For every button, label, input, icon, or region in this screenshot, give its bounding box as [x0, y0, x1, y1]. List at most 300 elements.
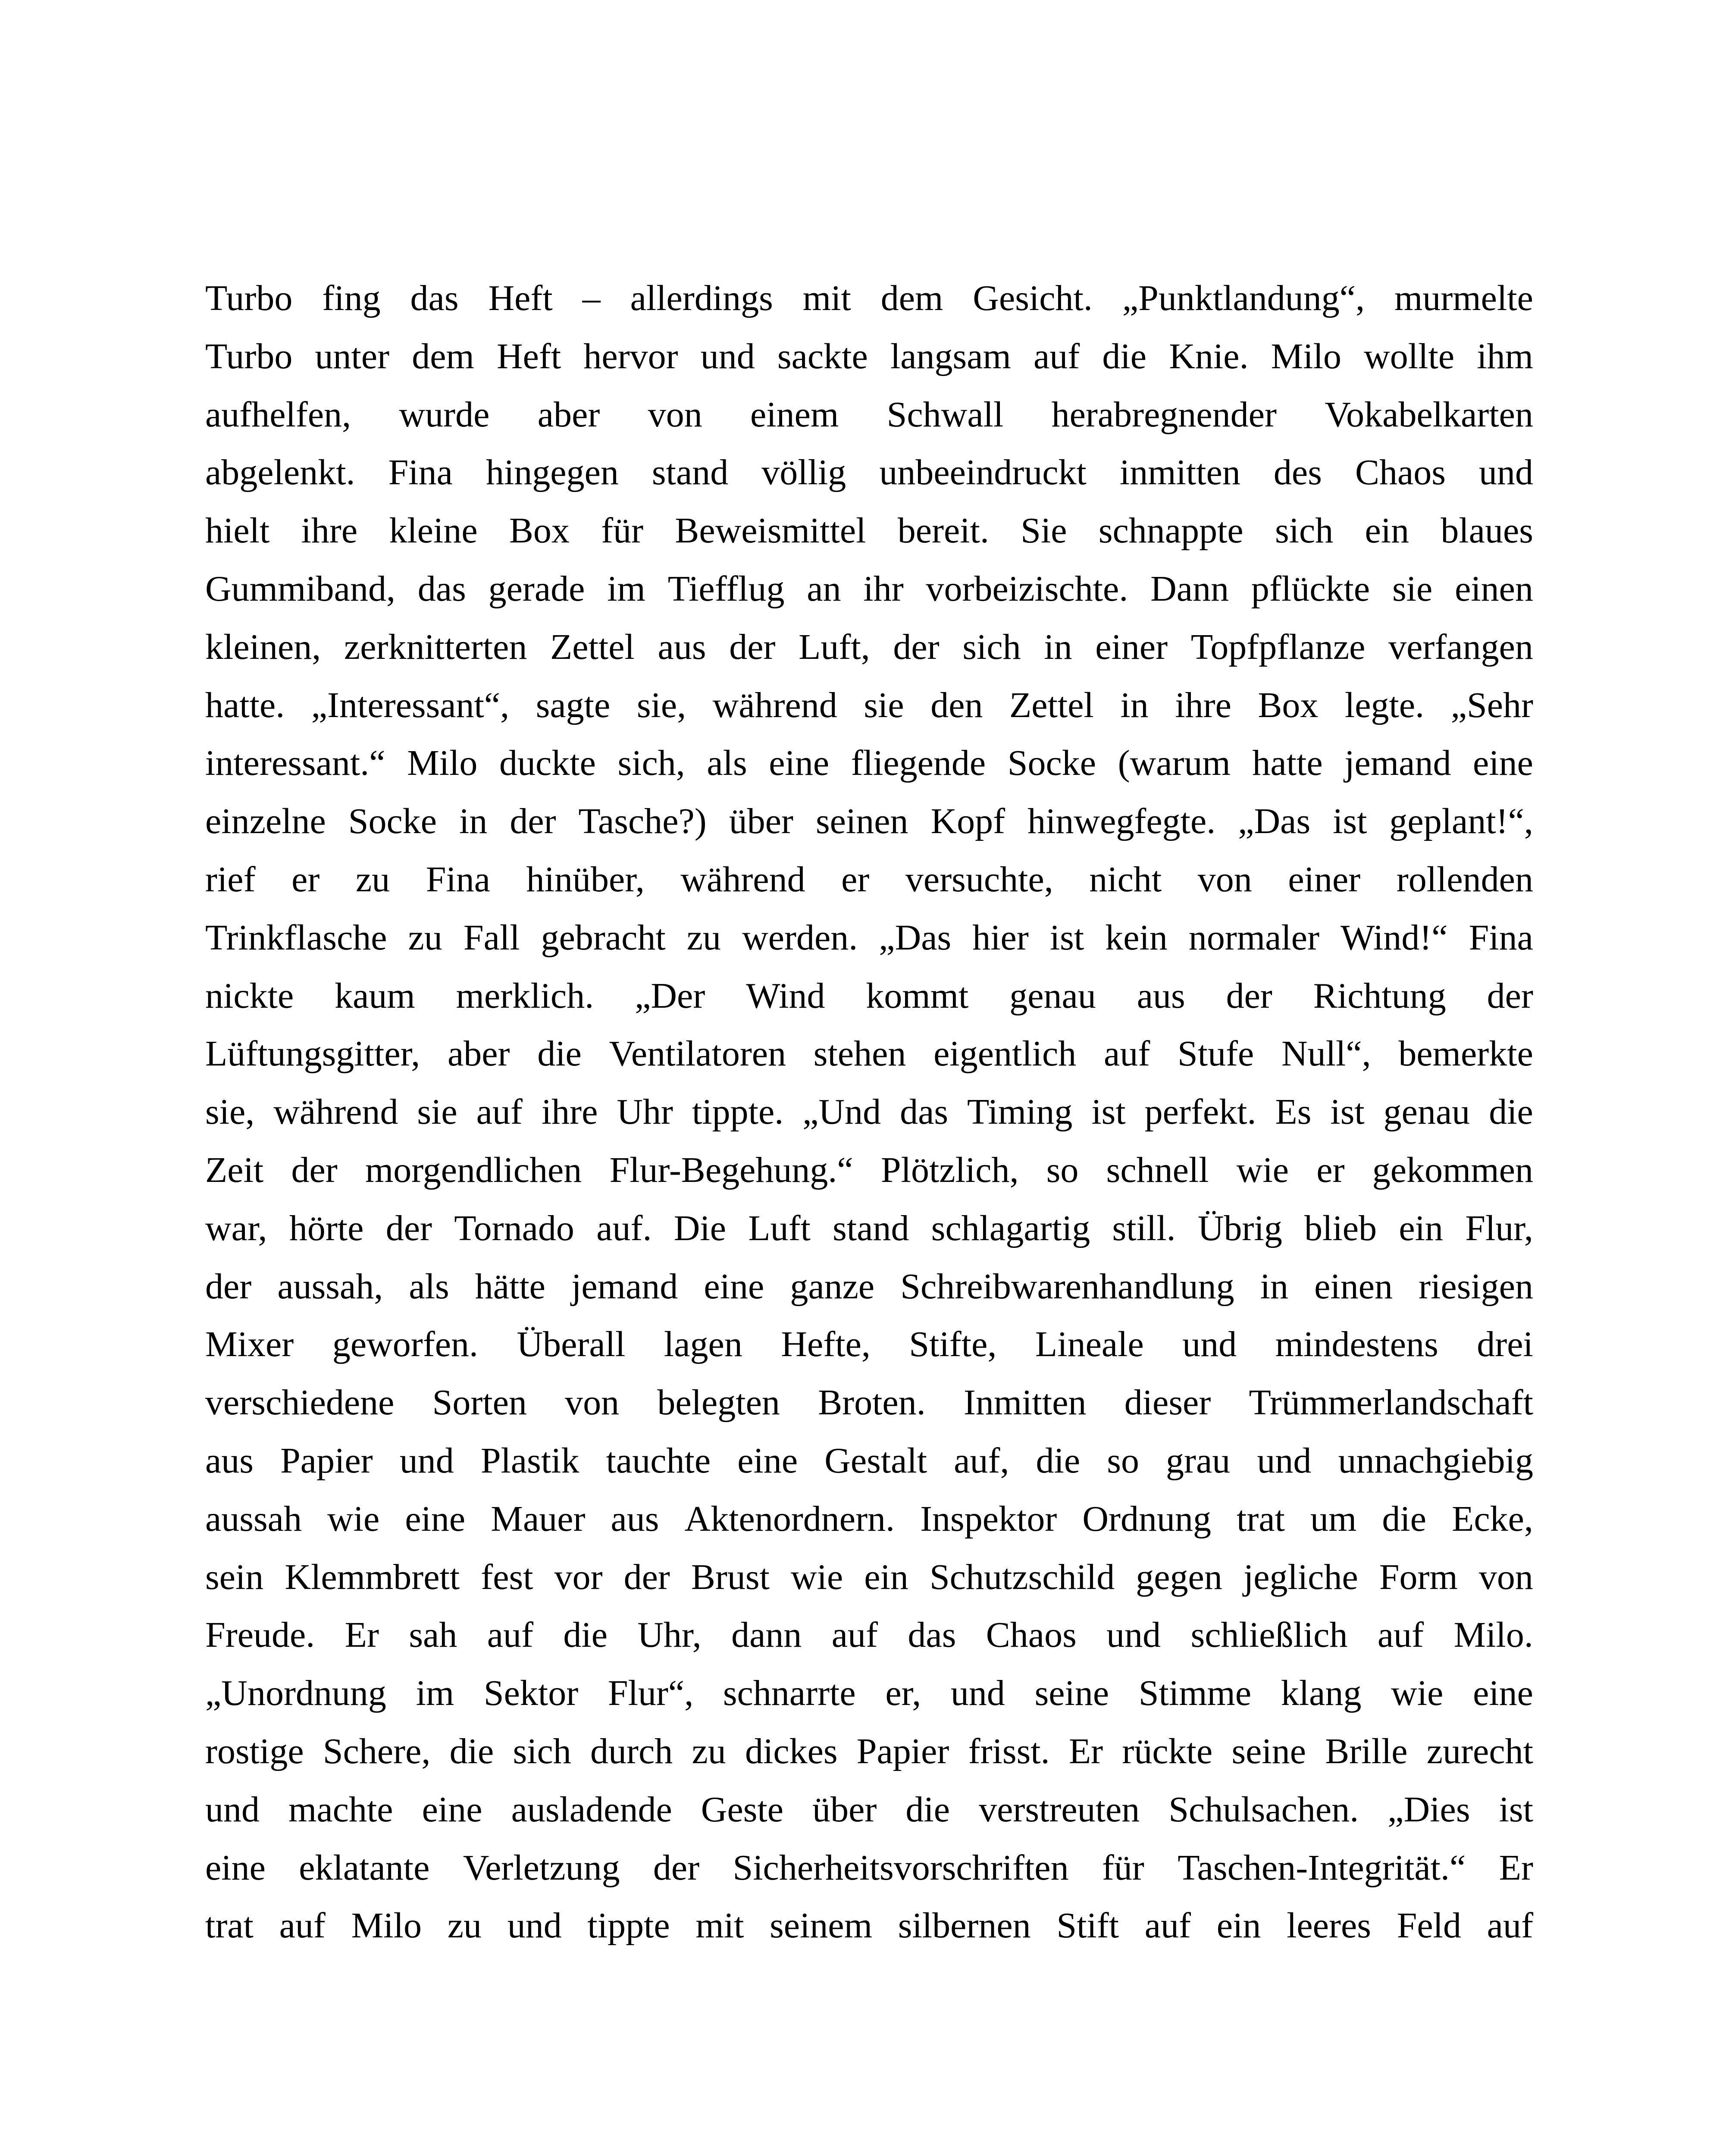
word: „Das	[1238, 801, 1311, 842]
word: Er	[345, 1615, 379, 1655]
word: Geste	[701, 1789, 784, 1830]
word: eine	[769, 743, 830, 783]
word: sah	[409, 1615, 457, 1655]
word: Freude.	[205, 1615, 315, 1655]
word: kleinen,	[205, 627, 321, 667]
word: sackte	[777, 336, 868, 376]
word: sich	[1275, 511, 1334, 551]
word: Milo.	[1453, 1615, 1533, 1655]
word: sich	[962, 627, 1021, 667]
word: sein	[205, 1557, 264, 1597]
word: die	[905, 1789, 950, 1830]
word: eine	[704, 1266, 764, 1307]
text-line	[205, 677, 1533, 735]
word: Stift	[1056, 1905, 1119, 1946]
word: jemand	[571, 1266, 678, 1307]
word: ist	[1330, 1092, 1365, 1132]
word: rückte	[1122, 1731, 1213, 1771]
word: einem	[750, 394, 839, 435]
word: hinüber,	[526, 859, 645, 899]
body-text	[205, 270, 1533, 1955]
word: wurde	[399, 394, 490, 435]
word: von	[1197, 859, 1252, 899]
word: Vokabelkarten	[1325, 394, 1533, 435]
word: ist	[1333, 801, 1367, 842]
word: kaum	[335, 975, 415, 1016]
word: und	[700, 336, 755, 376]
word: während	[712, 685, 837, 725]
text-line	[205, 1897, 1533, 1955]
word: –	[582, 278, 601, 318]
word: auf	[476, 1092, 523, 1132]
word: allerdings	[630, 278, 773, 318]
word: Beweismittel	[675, 511, 866, 551]
word: das	[417, 568, 466, 609]
text-line	[205, 851, 1533, 909]
word: genau	[1009, 975, 1096, 1016]
word: normaler	[1188, 917, 1320, 958]
word: ihre	[301, 511, 358, 551]
word: fing	[322, 278, 381, 318]
word: trat	[1237, 1498, 1285, 1539]
word: Uhr	[617, 1092, 673, 1132]
word: geworfen.	[332, 1324, 478, 1365]
word: Fina	[1469, 917, 1533, 958]
text-line	[205, 328, 1533, 386]
word: Es	[1275, 1092, 1312, 1132]
word: die	[537, 1034, 582, 1074]
word: blaues	[1441, 511, 1533, 551]
word: wie	[790, 1557, 843, 1597]
word: zu	[408, 917, 442, 958]
word: aber	[447, 1034, 510, 1074]
word: eine	[405, 1498, 466, 1539]
word: aus	[658, 627, 706, 667]
word: sie,	[205, 1092, 255, 1132]
text-line	[205, 1141, 1533, 1200]
word: Schere,	[323, 1731, 431, 1771]
word: eklatante	[299, 1847, 430, 1888]
word: Lüftungsgitter,	[205, 1034, 420, 1074]
word: dieser	[1124, 1382, 1211, 1423]
word: wie	[327, 1498, 380, 1539]
word: aber	[537, 394, 600, 435]
word: mindestens	[1275, 1324, 1438, 1365]
word: aussah,	[277, 1266, 383, 1307]
word: Schwall	[886, 394, 1004, 435]
word: Luft,	[799, 627, 870, 667]
word: „Unordnung	[205, 1673, 386, 1714]
word: fliegende	[851, 743, 986, 783]
word: Taschen-Integrität.“	[1178, 1847, 1466, 1888]
word: blieb	[1304, 1208, 1377, 1248]
word: kommt	[866, 975, 969, 1016]
word: Mauer	[491, 1498, 586, 1539]
word: Knie.	[1169, 336, 1249, 376]
word: er,	[885, 1673, 921, 1714]
word: auf	[1377, 1615, 1424, 1655]
word: in	[1120, 685, 1149, 725]
word: das	[908, 1615, 956, 1655]
word: Tornado	[454, 1208, 574, 1248]
word: seine	[1231, 1731, 1306, 1771]
word: Socke	[348, 801, 437, 842]
word: die	[1489, 1092, 1533, 1132]
word: Inspektor	[920, 1498, 1057, 1539]
word: der	[729, 627, 776, 667]
word: aus	[611, 1498, 659, 1539]
word: Dann	[1150, 568, 1229, 609]
word: wie	[1391, 1673, 1444, 1714]
text-line	[205, 1083, 1533, 1141]
word: Milo	[407, 743, 478, 783]
word: die	[563, 1615, 608, 1655]
text-line	[205, 270, 1533, 328]
word: Zettel	[550, 627, 635, 667]
word: „Sehr	[1450, 685, 1533, 725]
word: drei	[1477, 1324, 1533, 1365]
word: Er	[1499, 1847, 1533, 1888]
word: Papier	[856, 1731, 949, 1771]
word: hörte	[289, 1208, 364, 1248]
word: hingegen	[485, 452, 619, 493]
text-line	[205, 1664, 1533, 1723]
word: wollte	[1364, 336, 1455, 376]
word: im	[607, 568, 645, 609]
word: einen	[1455, 568, 1533, 609]
word: die	[1382, 1498, 1427, 1539]
word: Luft	[748, 1208, 811, 1248]
word: während	[680, 859, 805, 899]
word: Die	[673, 1208, 727, 1248]
word: ganze	[790, 1266, 875, 1307]
word: für	[1102, 1847, 1144, 1888]
word: auf	[831, 1615, 878, 1655]
word: im	[416, 1673, 454, 1714]
word: dem	[880, 278, 943, 318]
word: hier	[972, 917, 1029, 958]
word: der	[623, 1557, 670, 1597]
word: Uhr,	[637, 1615, 702, 1655]
word: still.	[1112, 1208, 1176, 1248]
word: und	[950, 1673, 1005, 1714]
word: auf	[1487, 1905, 1533, 1946]
word: Stufe	[1178, 1034, 1254, 1074]
word: eine	[205, 1847, 266, 1888]
word: pflückte	[1251, 568, 1370, 609]
word: Turbo	[205, 336, 293, 376]
word: Sie	[1021, 511, 1067, 551]
word: mit	[695, 1905, 744, 1946]
word: Aktenordnern.	[684, 1498, 895, 1539]
word: und	[1182, 1324, 1237, 1365]
word: werden.	[742, 917, 858, 958]
word: Fall	[463, 917, 520, 958]
word: ist	[1499, 1789, 1533, 1830]
word: Er	[1068, 1731, 1103, 1771]
word: Papier	[280, 1440, 373, 1481]
word: aussah	[205, 1498, 302, 1539]
word: sagte	[536, 685, 611, 725]
word: Ordnung	[1082, 1498, 1212, 1539]
word: Tiefflug	[667, 568, 785, 609]
word: zu	[686, 917, 721, 958]
word: eine	[1473, 743, 1533, 783]
word: sie,	[636, 685, 686, 725]
word: lagen	[664, 1324, 742, 1365]
word: Chaos	[986, 1615, 1077, 1655]
word: Trinkflasche	[205, 917, 387, 958]
word: ihr	[863, 568, 904, 609]
word: Mixer	[205, 1324, 294, 1365]
word: ihre	[1175, 685, 1231, 725]
word: und	[1106, 1615, 1161, 1655]
word: (warum	[1118, 743, 1231, 783]
text-line	[205, 967, 1533, 1025]
word: langsam	[890, 336, 1011, 376]
word: hätte	[475, 1266, 545, 1307]
word: Richtung	[1313, 975, 1446, 1016]
word: er	[841, 859, 870, 899]
word: auf.	[596, 1208, 652, 1248]
word: einzelne	[205, 801, 326, 842]
word: Fina	[426, 859, 491, 899]
word: für	[601, 511, 644, 551]
word: einer	[1288, 859, 1361, 899]
word: morgendlichen	[365, 1150, 582, 1190]
word: so	[1107, 1440, 1139, 1481]
text-line	[205, 1723, 1533, 1781]
word: Null“,	[1281, 1034, 1371, 1074]
word: hatte.	[205, 685, 285, 725]
word: über	[812, 1789, 877, 1830]
word: das	[410, 278, 459, 318]
word: unter	[315, 336, 390, 376]
word: Turbo	[205, 278, 293, 318]
word: als	[707, 743, 747, 783]
word: Flur-Begehung.“	[609, 1150, 853, 1190]
text-line	[205, 502, 1533, 560]
word: von	[565, 1382, 620, 1423]
word: dann	[731, 1615, 802, 1655]
word: Schulsachen.	[1168, 1789, 1359, 1830]
word: der	[385, 1208, 432, 1248]
word: stand	[833, 1208, 909, 1248]
word: auf,	[954, 1440, 1009, 1481]
word: belegten	[657, 1382, 780, 1423]
word: einen	[1314, 1266, 1393, 1307]
word: fest	[481, 1557, 533, 1597]
word: zu	[355, 859, 390, 899]
text-line	[205, 1548, 1533, 1607]
word: ein	[1365, 511, 1409, 551]
word: tippte	[587, 1905, 670, 1946]
word: ist	[1049, 917, 1084, 958]
word: Überall	[517, 1324, 626, 1365]
word: perfekt.	[1144, 1092, 1256, 1132]
word: Plastik	[480, 1440, 579, 1481]
word: die	[1102, 336, 1147, 376]
word: schlagartig	[931, 1208, 1090, 1248]
word: trat	[205, 1905, 254, 1946]
word: war,	[205, 1208, 267, 1248]
word: auf	[1034, 336, 1080, 376]
word: Zeit	[205, 1150, 264, 1190]
word: der	[893, 627, 940, 667]
word: gegen	[1136, 1557, 1222, 1597]
word: Brust	[691, 1557, 770, 1597]
word: Inmitten	[963, 1382, 1087, 1423]
word: von	[648, 394, 702, 435]
text-line	[205, 1316, 1533, 1374]
word: in	[1044, 627, 1072, 667]
text-line	[205, 1606, 1533, 1664]
word: merklich.	[456, 975, 594, 1016]
word: leeres	[1287, 1905, 1371, 1946]
text-line	[205, 1258, 1533, 1316]
text-line	[205, 1432, 1533, 1490]
word: zu	[447, 1905, 482, 1946]
word: „Interessant“,	[311, 685, 510, 725]
word: sie	[864, 685, 904, 725]
word: vorbeizischte.	[926, 568, 1128, 609]
word: seinem	[770, 1905, 873, 1946]
word: geplant!“,	[1389, 801, 1533, 842]
word: an	[807, 568, 841, 609]
word: über	[729, 801, 793, 842]
word: die	[449, 1731, 494, 1771]
word: „Das	[879, 917, 952, 958]
word: gebracht	[541, 917, 666, 958]
text-line	[205, 560, 1533, 618]
word: Sicherheitsvorschriften	[733, 1847, 1069, 1888]
word: Gummiband,	[205, 568, 395, 609]
word: Hefte,	[781, 1324, 871, 1365]
word: legte.	[1344, 685, 1425, 725]
word: des	[1273, 452, 1322, 493]
word: eine	[422, 1789, 482, 1830]
word: sich	[513, 1731, 571, 1771]
word: Schreibwarenhandlung	[900, 1266, 1234, 1307]
word: und	[1257, 1440, 1312, 1481]
word: hervor	[583, 336, 678, 376]
word: ihre	[541, 1092, 598, 1132]
text-line	[205, 444, 1533, 502]
word: duckte	[499, 743, 596, 783]
word: kleine	[389, 511, 478, 551]
word: rollenden	[1396, 859, 1533, 899]
word: schnappte	[1098, 511, 1243, 551]
word: Gesicht.	[973, 278, 1093, 318]
word: ein	[1399, 1208, 1443, 1248]
word: Schutzschild	[929, 1557, 1115, 1597]
text-line	[205, 1490, 1533, 1548]
word: gerade	[488, 568, 585, 609]
word: verschiedene	[205, 1382, 395, 1423]
word: Lineale	[1035, 1324, 1144, 1365]
word: bemerkte	[1398, 1034, 1533, 1074]
word: genau	[1383, 1092, 1470, 1132]
word: rief	[205, 859, 256, 899]
word: Verletzung	[463, 1847, 620, 1888]
text-line	[205, 734, 1533, 793]
word: Ecke,	[1452, 1498, 1533, 1539]
word: er	[291, 859, 320, 899]
word: verstreuten	[979, 1789, 1140, 1830]
word: durch	[590, 1731, 673, 1771]
word: zu	[692, 1731, 726, 1771]
word: nicht	[1089, 859, 1162, 899]
word: eigentlich	[933, 1034, 1077, 1074]
word: murmelte	[1394, 278, 1533, 318]
text-line	[205, 1025, 1533, 1083]
word: den	[930, 685, 983, 725]
word: der	[1487, 975, 1533, 1016]
word: während	[273, 1092, 398, 1132]
word: herabregnender	[1051, 394, 1277, 435]
word: schnell	[1106, 1150, 1209, 1190]
word: kein	[1105, 917, 1168, 958]
word: schließlich	[1190, 1615, 1348, 1655]
word: Flur,	[1465, 1208, 1533, 1248]
word: aus	[1137, 975, 1185, 1016]
word: schnarrte	[723, 1673, 856, 1714]
word: frisst.	[968, 1731, 1050, 1771]
word: Sektor	[483, 1673, 579, 1714]
text-line	[205, 1200, 1533, 1258]
word: riesigen	[1419, 1266, 1533, 1307]
word: „Und	[802, 1092, 881, 1132]
word: bereit.	[897, 511, 990, 551]
word: sich,	[617, 743, 685, 783]
word: verfangen	[1388, 627, 1533, 667]
word: stand	[651, 452, 729, 493]
word: Broten.	[818, 1382, 926, 1423]
word: vor	[554, 1557, 603, 1597]
word: grau	[1166, 1440, 1231, 1481]
word: Plötzlich,	[880, 1150, 1019, 1190]
word: gekommen	[1372, 1150, 1533, 1190]
word: Wind!“	[1340, 917, 1448, 958]
word: zerknitterten	[344, 627, 527, 667]
word: hatte	[1252, 743, 1323, 783]
text-line	[205, 1781, 1533, 1839]
word: hielt	[205, 511, 270, 551]
word: „Der	[635, 975, 705, 1016]
word: seinen	[815, 801, 908, 842]
word: eine	[737, 1440, 798, 1481]
text-line	[205, 1839, 1533, 1897]
word: der	[1226, 975, 1272, 1016]
word: dickes	[745, 1731, 838, 1771]
text-line	[205, 793, 1533, 851]
word: jemand	[1344, 743, 1451, 783]
word: Heft	[488, 278, 553, 318]
word: in	[459, 801, 488, 842]
word: Box	[509, 511, 570, 551]
text-line	[205, 1374, 1533, 1432]
word: Zettel	[1009, 685, 1094, 725]
word: machte	[288, 1789, 393, 1830]
word: hinwegfegte.	[1027, 801, 1216, 842]
word: das	[900, 1092, 949, 1132]
word: seine	[1034, 1673, 1109, 1714]
word: Form	[1379, 1557, 1458, 1597]
word: silbernen	[898, 1905, 1031, 1946]
word: Tasche?)	[578, 801, 707, 842]
word: Sorten	[432, 1382, 527, 1423]
word: der	[510, 801, 556, 842]
